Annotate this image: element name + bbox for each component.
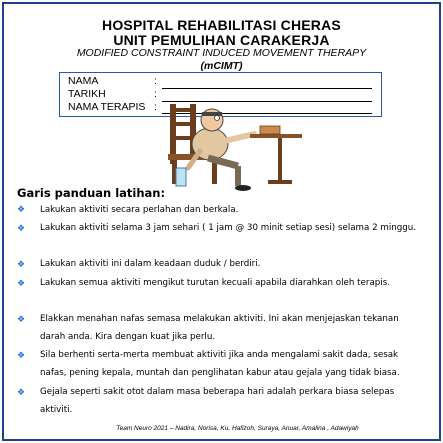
form-label-nama: NAMA — [68, 75, 99, 87]
hospital-title: HOSPITAL REHABILITASI CHERAS — [102, 17, 341, 33]
guidelines-heading: Garis panduan latihan: — [17, 186, 166, 200]
guideline-item-7: Gejala seperti sakit otot dalam masa beberapa hari adalah perkara biasa selepas aktiviti. — [40, 387, 395, 415]
form-colon: : — [154, 101, 157, 113]
diamond-bullet-icon: ❖ — [17, 224, 26, 234]
form-colon: : — [154, 75, 157, 87]
diamond-bullet-icon: ❖ — [17, 315, 26, 325]
patient-exercising-illustration — [150, 96, 315, 198]
nama-field[interactable] — [162, 88, 372, 89]
guideline-item-2: Lakukan aktiviti selama 3 jam sehari ( 1 jam @ 30 minit setiap sesi) selama 2 minggu. — [40, 223, 417, 233]
diamond-bullet-icon: ❖ — [17, 205, 26, 215]
guideline-item-6: Sila berhenti serta-merta membuat aktiviti jika anda mengalami sakit dada, sesak nafas, pening kepala, muntah dan penglihatan kabur atau gejala yang tidak biasa. — [40, 350, 400, 378]
program-subtitle: MODIFIED CONSTRAINT INDUCED MOVEMENT THERAPY — [76, 47, 367, 59]
diamond-bullet-icon: ❖ — [17, 388, 26, 398]
form-label-tarikh: TARIKH — [68, 88, 106, 100]
guideline-item-1: Lakukan aktiviti secara perlahan dan berkala. — [40, 205, 239, 215]
form-colon: : — [154, 88, 157, 100]
diamond-bullet-icon: ❖ — [17, 279, 26, 289]
diamond-bullet-icon: ❖ — [17, 260, 26, 270]
guideline-item-3: Lakukan aktiviti ini dalam keadaan duduk / berdiri. — [40, 259, 261, 269]
diamond-bullet-icon: ❖ — [17, 351, 26, 361]
team-credit: Team Neuro 2021 – Nadira, Norisa, Ku, Hafizoh, Suraya, Anuar, Amalina , Adawiyah — [116, 425, 359, 432]
guideline-item-4: Lakukan semua aktiviti mengikut turutan kecuali apabila diarahkan oleh terapis. — [40, 278, 390, 288]
guideline-item-5: Elakkan menahan nafas semasa melakukan aktiviti. Ini akan menjejaskan tekanan darah anda. Kira dengan kuat jika perlu. — [40, 314, 399, 342]
program-abbreviation: (mCIMT) — [200, 60, 243, 72]
unit-title: UNIT PEMULIHAN CARAKERJA — [113, 32, 330, 48]
form-label-nama-terapis: NAMA TERAPIS — [68, 101, 146, 113]
